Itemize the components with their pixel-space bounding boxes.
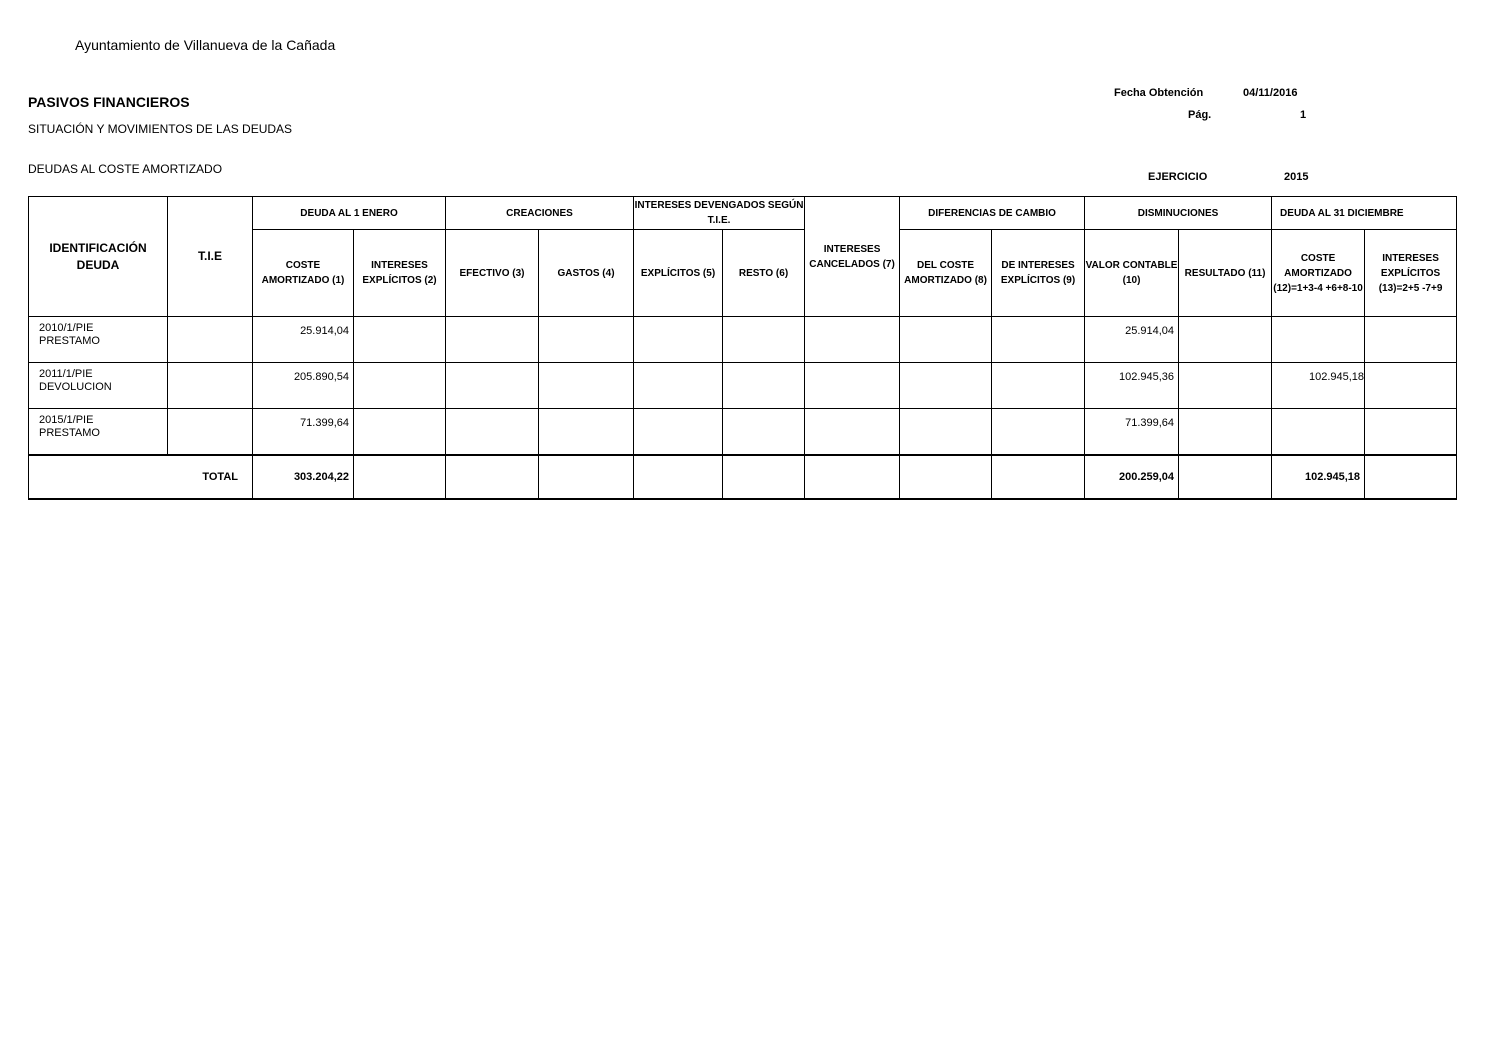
total-c4 (539, 455, 634, 499)
debts-table (28, 196, 1457, 500)
total-label: TOTAL (29, 455, 253, 499)
cell-c3 (446, 363, 539, 409)
total-c8 (900, 455, 992, 499)
table-row (29, 317, 1457, 363)
cell-c7 (805, 363, 900, 409)
row-id-type: DEVOLUCION (39, 381, 112, 393)
cell-c2 (354, 409, 446, 456)
total-c1: 303.204,22 (253, 455, 354, 499)
cell-c3 (446, 317, 539, 363)
page-number: 1 (1300, 109, 1307, 121)
cell-c2 (354, 363, 446, 409)
row-id-code: 2015/1/PIE (39, 414, 94, 426)
cell-c13 (1365, 363, 1457, 409)
cell-c10: 71.399,64 (1085, 409, 1179, 456)
cell-c10: 102.945,36 (1085, 363, 1179, 409)
cell-c4 (539, 409, 634, 456)
cell-c10: 25.914,04 (1085, 317, 1179, 363)
cell-c13 (1365, 409, 1457, 456)
page-title: PASIVOS FINANCIEROS (28, 94, 190, 110)
total-c10: 200.259,04 (1085, 455, 1179, 499)
cell-c7 (805, 317, 900, 363)
organization-name: Ayuntamiento de Villanueva de la Cañada (75, 37, 336, 53)
header-tie: T.I.E (168, 197, 253, 317)
cell-tie (168, 363, 253, 409)
fecha-label: Fecha Obtención (1114, 87, 1204, 99)
cell-c3 (446, 409, 539, 456)
total-c5 (634, 455, 723, 499)
cell-tie (168, 317, 253, 363)
cell-c1: 205.890,54 (253, 363, 354, 409)
col-header-c11: RESULTADO (11) (1179, 230, 1272, 317)
col-header-c9: DE INTERESES EXPLÍCITOS (9) (992, 230, 1085, 317)
total-c13 (1365, 455, 1457, 499)
cell-c11 (1179, 363, 1272, 409)
col-header-c5: EXPLÍCITOS (5) (634, 230, 723, 317)
total-c2 (354, 455, 446, 499)
total-row (29, 455, 1457, 499)
row-id (29, 317, 168, 363)
cell-c9 (992, 409, 1085, 456)
cell-c1: 25.914,04 (253, 317, 354, 363)
total-c6 (723, 455, 805, 499)
cell-c1: 71.399,64 (253, 409, 354, 456)
cell-c5 (634, 363, 723, 409)
col-header-c13: INTERESES EXPLÍCITOS (13)=2+5 -7+9 (1365, 230, 1457, 317)
total-c11 (1179, 455, 1272, 499)
cell-c5 (634, 409, 723, 456)
cell-c4 (539, 363, 634, 409)
cell-c7 (805, 409, 900, 456)
section-title: DEUDAS AL COSTE AMORTIZADO (28, 162, 223, 176)
table-row (29, 409, 1457, 456)
cell-c4 (539, 317, 634, 363)
header-deuda-enero: DEUDA AL 1 ENERO (253, 197, 446, 230)
cell-c12: 102.945,18 (1272, 363, 1365, 409)
col-header-c4: GASTOS (4) (539, 230, 634, 317)
cell-c6 (723, 363, 805, 409)
fecha-value: 04/11/2016 (1243, 87, 1298, 99)
page-label: Pág. (1188, 109, 1212, 121)
total-c7 (805, 455, 900, 499)
cell-c11 (1179, 409, 1272, 456)
row-id-type: PRESTAMO (39, 427, 100, 439)
cell-c13 (1365, 317, 1457, 363)
cell-c12 (1272, 409, 1365, 456)
total-c9 (992, 455, 1085, 499)
row-id (29, 363, 168, 409)
header-disminuciones: DISMINUCIONES (1085, 197, 1272, 230)
cell-c6 (723, 409, 805, 456)
cell-c12 (1272, 317, 1365, 363)
table-row (29, 363, 1457, 409)
header-deuda-diciembre: DEUDA AL 31 DICIEMBRE (1272, 197, 1457, 230)
header-intereses-cancelados: INTERESES CANCELADOS (7) (805, 197, 900, 317)
row-id-code: 2011/1/PIE (39, 368, 93, 380)
cell-c9 (992, 317, 1085, 363)
cell-c8 (900, 317, 992, 363)
col-header-c8: DEL COSTE AMORTIZADO (8) (900, 230, 992, 317)
col-header-c3: EFECTIVO (3) (446, 230, 539, 317)
cell-c5 (634, 317, 723, 363)
header-identificacion: IDENTIFICACIÓN DEUDA (29, 197, 168, 317)
cell-c8 (900, 363, 992, 409)
header-intereses-devengados: INTERESES DEVENGADOS SEGÚN T.I.E. (634, 197, 805, 230)
cell-c2 (354, 317, 446, 363)
row-id (29, 409, 168, 456)
cell-tie (168, 409, 253, 456)
col-header-c10: VALOR CONTABLE (10) (1085, 230, 1179, 317)
ejercicio-value: 2015 (1284, 171, 1309, 183)
col-header-c12: COSTE AMORTIZADO (12)=1+3-4 +6+8-10 (1272, 230, 1365, 317)
header-creaciones: CREACIONES (446, 197, 634, 230)
col-header-c1: COSTE AMORTIZADO (1) (253, 230, 354, 317)
row-id-type: PRESTAMO (39, 335, 100, 347)
header-diferencias-cambio: DIFERENCIAS DE CAMBIO (900, 197, 1085, 230)
cell-c11 (1179, 317, 1272, 363)
cell-c6 (723, 317, 805, 363)
ejercicio-label: EJERCICIO (1148, 171, 1208, 183)
total-c3 (446, 455, 539, 499)
total-c12: 102.945,18 (1272, 455, 1365, 499)
row-id-code: 2010/1/PIE (39, 322, 94, 334)
page-subtitle: SITUACIÓN Y MOVIMIENTOS DE LAS DEUDAS (28, 122, 293, 136)
col-header-c2: INTERESES EXPLÍCITOS (2) (354, 230, 446, 317)
col-header-c6: RESTO (6) (723, 230, 805, 317)
cell-c9 (992, 363, 1085, 409)
cell-c8 (900, 409, 992, 456)
